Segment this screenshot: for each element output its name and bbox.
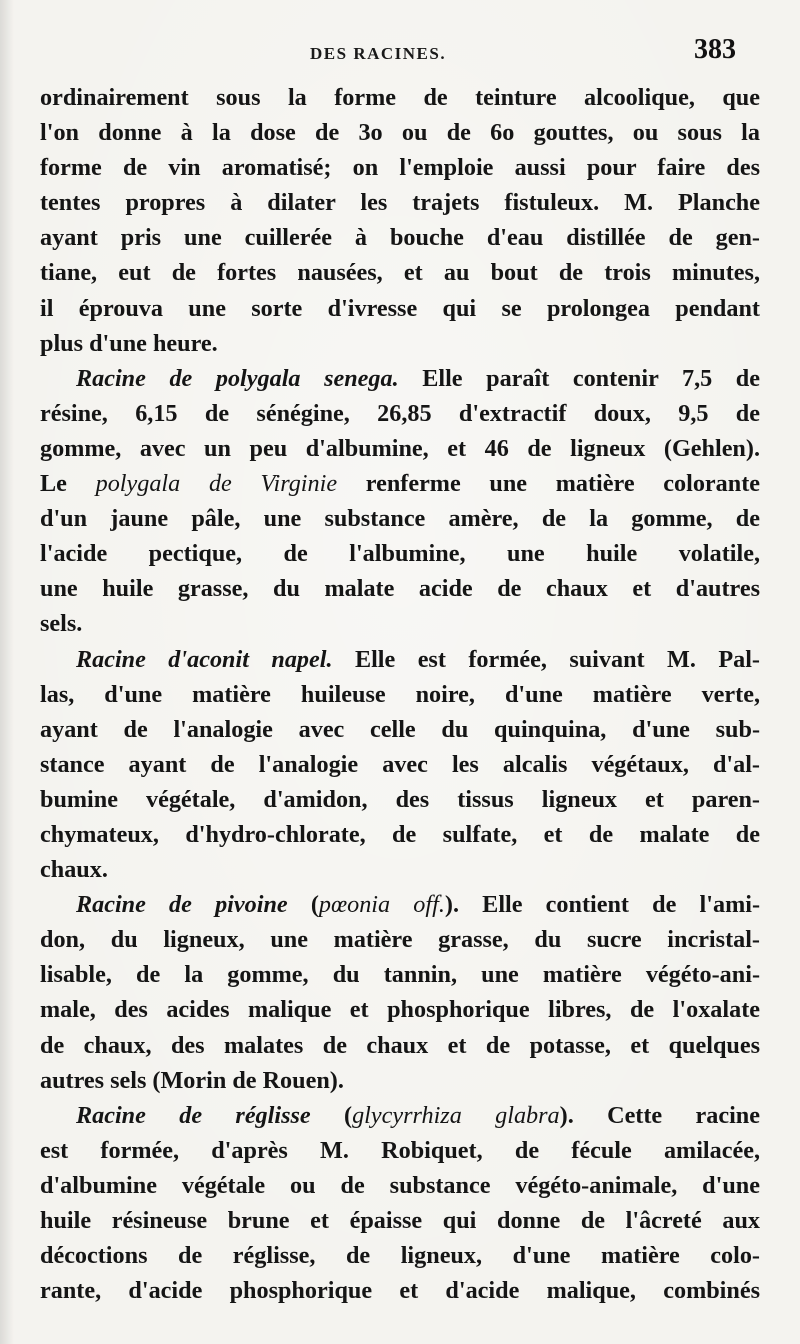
text-line: huile résineuse brune et épaisse qui donne de l'âcreté aux [40,1207,760,1234]
text-line: une huile grasse, du malate acide de chaux et d'autres [40,575,760,603]
entry-heading-polygala: Racine de polygala senega. [76,364,399,392]
italic-term: glycyrrhiza glabra [352,1101,560,1129]
text-line: bumine végétale, d'amidon, des tissus ligneux et paren- [40,785,760,813]
text-line: male, des acides malique et phosphorique libres, de l'oxalate [40,996,760,1024]
body-text [40,80,760,1308]
entry-heading-reglisse: Racine de réglisse [76,1101,311,1129]
text-line: il éprouva une sorte d'ivresse qui se prolongea pendant [40,294,760,322]
text-line: d'albumine végétale ou de substance végéto-animale, d'une [40,1171,760,1199]
paragraph-reglisse-first-line: Racine de réglisse (glycyrrhiza glabra). Cette racine [76,1101,760,1129]
text-line: plus d'une heure. [40,329,218,357]
text-line: lisable, de la gomme, du tannin, une matière végéto-ani- [40,961,760,989]
text-line: de chaux, des malates de chaux et de potasse, et quelques [40,1031,760,1059]
text-line: gomme, avec un peu d'albumine, et 46 de ligneux (Gehlen). [40,434,760,462]
text-line: l'on donne à la dose de 3o ou de 6o gouttes, ou sous la [40,119,760,147]
text-line: las, d'une matière huileuse noire, d'une matière verte, [40,680,760,708]
text-line: chaux. [40,856,108,884]
text-line: don, du ligneux, une matière grasse, du sucre incristal- [40,926,760,954]
page-number: 383 [694,34,736,65]
paragraph-aconit-first-line: Racine d'aconit napel. Elle est formée, suivant M. Pal- [76,645,760,673]
text-line: est formée, d'après M. Robiquet, de fécule amilacée, [40,1136,760,1164]
text-line: tiane, eut de fortes nausées, et au bout de trois minutes, [40,259,760,287]
text-line: ordinairement sous la forme de teinture alcoolique, que [40,84,760,111]
text-line: ayant de l'analogie avec celle du quinquina, d'une sub- [40,715,760,743]
text-line: d'un jaune pâle, une substance amère, de la gomme, de [40,505,760,533]
text-line: rante, d'acide phosphorique et d'acide malique, combinés [40,1277,760,1305]
text-line: Le polygala de Virginie renferme une matière colorante [40,470,760,498]
paragraph-polygala-first-line: Racine de polygala senega. Elle paraît contenir 7,5 de [76,364,760,392]
text-line: stance ayant de l'analogie avec les alcalis végétaux, d'al- [40,750,760,778]
italic-term: polygala de Virginie [95,470,338,498]
page-edge-shadow [0,0,14,1344]
text-line: décoctions de réglisse, de ligneux, d'une matière colo- [40,1242,760,1270]
running-title: DES RACINES. [310,44,447,63]
paragraph-pivoine-first-line: Racine de pivoine (pœonia off.). Elle contient de l'ami- [76,891,760,919]
text-line: résine, 6,15 de sénégine, 26,85 d'extractif doux, 9,5 de [40,399,760,427]
text-line: l'acide pectique, de l'albumine, une huile volatile, [40,540,760,568]
text-line: chymateux, d'hydro-chlorate, de sulfate, et de malate de [40,820,760,848]
text-line: autres sels (Morin de Rouen). [40,1066,344,1094]
italic-term: pœonia off. [318,891,445,919]
text-line: forme de vin aromatisé; on l'emploie aussi pour faire des [40,154,760,182]
entry-heading-aconit: Racine d'aconit napel. [76,645,333,673]
text-line: tentes propres à dilater les trajets fistuleux. M. Planche [40,189,760,217]
entry-heading-pivoine: Racine de pivoine [76,891,288,919]
text-line: sels. [40,610,83,638]
text-line: ayant pris une cuillerée à bouche d'eau distillée de gen- [40,224,760,252]
